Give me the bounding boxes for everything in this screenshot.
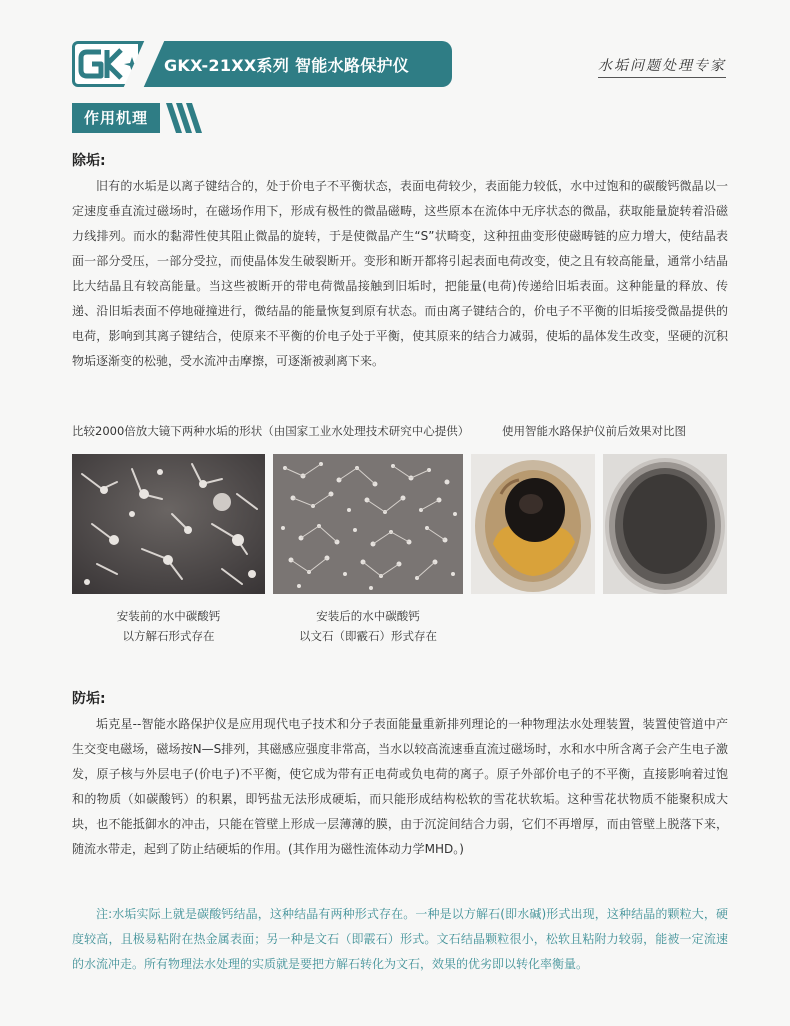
- pipe-after-photo: [603, 454, 727, 594]
- product-title-bar: [138, 41, 452, 87]
- microscope-caption: 比较2000倍放大镜下两种水垢的形状（由国家工业水处理技术研究中心提供）: [72, 424, 470, 438]
- stripes-decoration-icon: [162, 103, 202, 133]
- pipe-before-photo: [471, 454, 595, 594]
- antiscaling-paragraph: 垢克星--智能水路保护仪是应用现代电子技术和分子表面能量重新排列理论的一种物理法水处理装置，装置使管道中产生交变电磁场，磁场按N—S排列，其磁感应强度非常高，当水以较高流速垂直流过磁场时，水和水中所含离子会产生电子激发，原子核与外层电子(价电子)不平衡，使它成为带有正电荷或负电荷的离子。原子外部价电子的不平衡，直接影响着过饱和的物质（如碳酸钙）的积累，即钙盐无法形成硬垢，而只能形成结构松软的雪花状软垢。这种雪花状物质不能聚积成大块，也不能抵御水的冲击，只能在管壁上形成一层薄薄的膜，由于沉淀间结合力弱，它们不再增厚，而由管壁上脱落下来，随流水带走，起到了防止结硬垢的作用。(其作用为磁性流体动力学MHD。): [72, 717, 728, 856]
- product-title: GKX-21XX系列 智能水路保护仪: [164, 55, 410, 75]
- antiscaling-heading: 防垢:: [72, 691, 106, 707]
- descaling-paragraph: 旧有的水垢是以离子键结合的，处于价电子不平衡状态，表面电荷较少，表面能力较低，水中过饱和的碳酸钙微晶以一定速度垂直流过磁场时，在磁场作用下，形成有极性的微晶磁畴，这些原本在流体中无序状态的微晶，获取能量旋转着沿磁力线排列。而水的黏滞性使其阻止微晶的旋转，于是使微晶产生“S”状畸变，这种扭曲变形使磁畴链的应力增大，使结晶表面一部分受压，一部分受拉，而使晶体发生破裂断开。变形和断开都将引起表面电荷改变，使之且有较高能量，通常小结晶比大结晶且有较高能量。当这些被断开的带电荷微晶接触到旧垢时，把能量(电荷)传递给旧垢表面。这种能量的释放、传递、沿旧垢表面不停地碰撞进行，微结晶的能量恢复到原有状态。而由离子键结合的，价电子不平衡的旧垢接受微晶提供的电荷，影响到其离子键结合，使原来不平衡的价电子处于平衡，使其原来的结合力减弱，使垢的晶体发生改变，坚硬的沉积物垢逐渐变的松驰，受水流冲击摩擦，可逐渐被剥离下来。: [72, 179, 728, 368]
- note-paragraph: 注:水垢实际上就是碳酸钙结晶，这种结晶有两种形式存在。一种是以方解石(即水碱)形式出现，这种结晶的颗粒大，硬度较高，且极易粘附在热金属表面；另一种是文石（即霰石）形式。文石结晶颗粒很小，松软且粘附力较弱，能被一定流速的水流冲走。所有物理法水处理的实质就是要把方解石转化为文石，效果的优劣即以转化率衡量。: [72, 907, 728, 971]
- calcite-micrograph: [72, 454, 265, 594]
- slogan: 水垢问题处理专家: [598, 55, 726, 78]
- comparison-caption: 使用智能水路保护仪前后效果对比图: [502, 424, 686, 438]
- photo2-caption-line2: 以文石（即霰石）形式存在: [299, 629, 437, 643]
- descaling-heading: 除垢:: [72, 153, 106, 169]
- aragonite-micrograph: [273, 454, 463, 594]
- photo1-caption-line1: 安装前的水中碳酸钙: [116, 609, 221, 623]
- photo2-caption: [273, 606, 463, 646]
- section-heading: [72, 103, 202, 133]
- photo2-caption-line1: 安装后的水中碳酸钙: [316, 609, 420, 623]
- photo1-caption-line2: 以方解石形式存在: [122, 629, 215, 643]
- section-title: 作用机理: [72, 103, 160, 133]
- photo1-caption: [72, 606, 265, 646]
